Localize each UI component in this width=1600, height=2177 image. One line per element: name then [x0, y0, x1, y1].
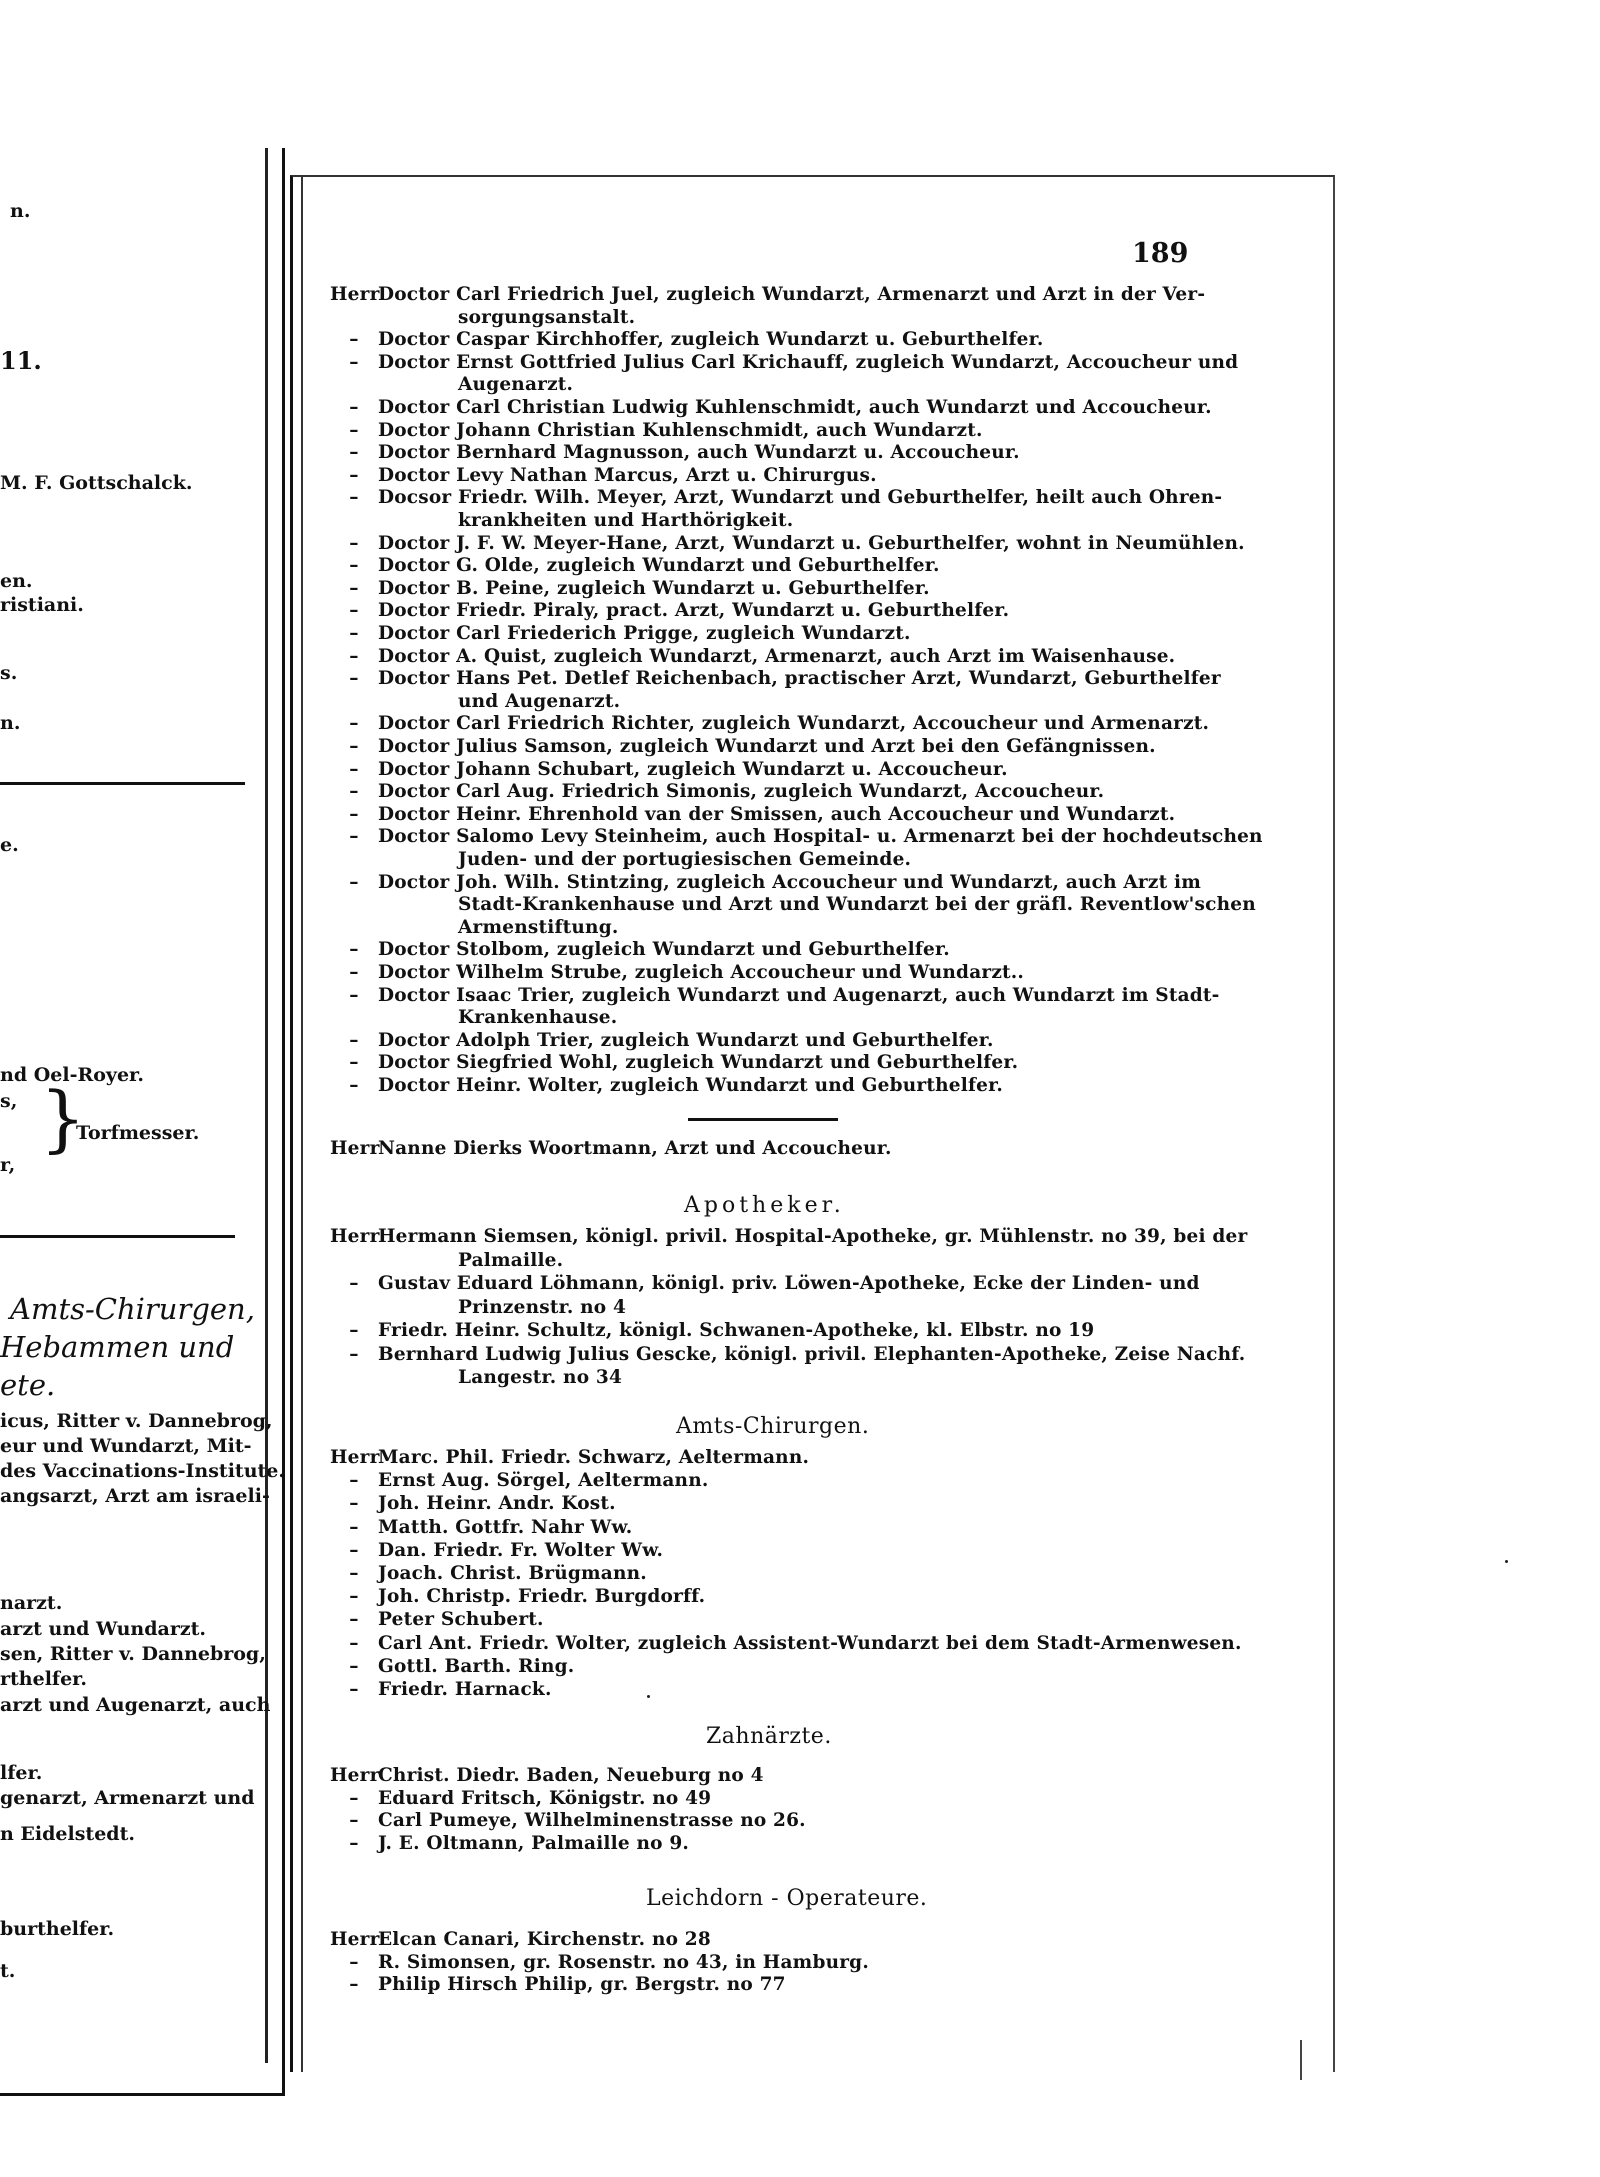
list-item — [330, 872, 1201, 893]
list-item — [330, 668, 1221, 689]
entry-text: Eduard Fritsch, Königstr. no 49 — [378, 1787, 712, 1809]
list-item — [330, 1656, 574, 1677]
list-item — [330, 1030, 994, 1051]
page-edge-rule — [301, 177, 303, 2072]
entry-continuation-line — [458, 307, 635, 328]
entry-text: und Augenarzt. — [458, 690, 621, 712]
entry-prefix: – — [349, 1951, 359, 1973]
entry-prefix: – — [349, 1787, 359, 1809]
left-text-fragment: r, — [0, 1154, 16, 1176]
left-text-fragment: narzt. — [0, 1592, 63, 1614]
entry-text: Christ. Diedr. Baden, Neueburg no 4 — [378, 1765, 764, 1786]
entry-prefix: – — [349, 1974, 359, 1995]
left-text-fragment: des Vaccinations-Institute. — [0, 1460, 285, 1482]
entry-text: Doctor Heinr. Ehrenhold van der Smissen, auch Accoucheur und Wundarzt. — [378, 803, 1176, 825]
list-item — [330, 1633, 1242, 1654]
entry-text: Gottl. Barth. Ring. — [378, 1655, 575, 1677]
list-item — [330, 420, 983, 441]
left-divider — [0, 782, 245, 785]
entry-prefix: – — [349, 419, 359, 441]
list-item — [330, 1320, 1094, 1341]
left-heading-fragment: ete. — [0, 1368, 56, 1402]
entry-text: Hermann Siemsen, königl. privil. Hospital-Apotheke, gr. Mühlenstr. no 39, bei der — [378, 1226, 1248, 1247]
list-item — [330, 962, 1024, 983]
entry-text: Doctor G. Olde, zugleich Wundarzt und Geburthelfer. — [378, 555, 940, 577]
list-item — [330, 804, 1175, 825]
entry-prefix: – — [349, 984, 359, 1006]
page-edge-rule — [265, 148, 268, 2063]
entry-text: Peter Schubert. — [378, 1609, 544, 1631]
left-text-fragment: nd Oel-Royer. — [0, 1064, 144, 1086]
list-item — [330, 397, 1212, 418]
entry-prefix: – — [349, 397, 359, 418]
entry-text: Langestr. no 34 — [458, 1367, 623, 1388]
entry-text: Joh. Heinr. Andr. Kost. — [378, 1493, 616, 1515]
entry-prefix: – — [349, 623, 359, 644]
list-item — [330, 826, 1263, 847]
entry-text: R. Simonsen, gr. Rosenstr. no 43, in Hamburg. — [378, 1951, 869, 1973]
left-text-fragment: n Eidelstedt. — [0, 1823, 135, 1845]
entry-prefix: – — [349, 1320, 359, 1341]
entry-text: Doctor Carl Christian Ludwig Kuhlenschmidt, auch Wundarzt und Accoucheur. — [378, 397, 1212, 418]
entry-prefix: – — [349, 1586, 359, 1608]
entry-text: Doctor Ernst Gottfried Julius Carl Krichauff, zugleich Wundarzt, Accoucheur und — [378, 351, 1239, 373]
entry-prefix: Herr — [330, 1765, 380, 1786]
entry-text: Elcan Canari, Kirchenstr. no 28 — [378, 1929, 711, 1950]
entry-text: Prinzenstr. no 4 — [458, 1296, 627, 1318]
entry-prefix: – — [349, 939, 359, 961]
list-item — [330, 1788, 711, 1809]
list-item — [330, 1517, 632, 1538]
left-text-fragment: Torfmesser. — [76, 1122, 200, 1144]
entry-text: Carl Ant. Friedr. Wolter, zugleich Assistent-Wundarzt bei dem Stadt-Armenwesen. — [378, 1632, 1242, 1654]
entry-prefix: – — [349, 736, 359, 757]
entry-prefix: Herr — [330, 1226, 380, 1247]
entry-prefix: – — [349, 329, 359, 351]
entry-text: Ernst Aug. Sörgel, Aeltermann. — [378, 1470, 709, 1492]
entry-prefix: – — [349, 962, 359, 983]
entry-text: Doctor Siegfried Wohl, zugleich Wundarzt und Geburthelfer. — [378, 1052, 1019, 1074]
section-heading-leichdorn: Leichdorn - Operateure. — [646, 1886, 928, 1911]
speck-mark — [1505, 1560, 1508, 1563]
entry-continuation-line — [458, 1250, 563, 1271]
entry-prefix: – — [349, 781, 359, 803]
list-item — [330, 1833, 689, 1854]
entry-prefix: – — [349, 713, 359, 735]
speck-mark — [647, 1695, 650, 1698]
entry-continuation-line — [458, 374, 573, 395]
left-text-fragment: s, — [0, 1090, 18, 1112]
entry-prefix: – — [349, 577, 359, 599]
list-item — [330, 352, 1238, 373]
entry-prefix: – — [349, 871, 359, 893]
left-text-fragment: sen, Ritter v. Dannebrog, — [0, 1643, 266, 1665]
entry-prefix: Herr — [330, 1138, 380, 1159]
entry-text: Matth. Gottfr. Nahr Ww. — [378, 1516, 633, 1538]
entry-text: Doctor A. Quist, zugleich Wundarzt, Armenarzt, auch Arzt im Waisenhause. — [378, 645, 1176, 667]
entry-prefix: – — [349, 668, 359, 690]
entry-prefix: Herr — [330, 1929, 380, 1950]
list-item — [330, 1138, 892, 1159]
entry-text: Palmaille. — [458, 1249, 564, 1271]
left-text-fragment: 11. — [0, 346, 42, 375]
entry-continuation-line — [458, 1007, 617, 1028]
entry-text: Doctor Levy Nathan Marcus, Arzt u. Chirurgus. — [378, 464, 877, 486]
entry-prefix: – — [349, 1810, 359, 1831]
entry-text: Juden- und der portugiesischen Gemeinde. — [458, 849, 912, 870]
entry-text: J. E. Oltmann, Palmaille no 9. — [378, 1832, 690, 1854]
list-item — [330, 1810, 806, 1831]
list-item — [330, 600, 1009, 621]
brace-glyph: } — [40, 1076, 86, 1160]
list-item — [330, 1344, 1245, 1365]
list-item — [330, 1052, 1018, 1073]
list-item — [330, 781, 1104, 802]
entry-prefix: – — [349, 487, 359, 509]
entry-text: Doctor Carl Friedrich Juel, zugleich Wundarzt, Armenarzt und Arzt in der Ver- — [378, 284, 1206, 305]
entry-text: Docsor Friedr. Wilh. Meyer, Arzt, Wundarzt und Geburthelfer, heilt auch Ohren- — [378, 487, 1223, 509]
entry-text: krankheiten und Harthörigkeit. — [458, 510, 794, 531]
section-heading-apotheker: Apotheker. — [684, 1193, 845, 1218]
entry-text: Friedr. Harnack. — [378, 1679, 552, 1700]
entry-text: Doctor Joh. Wilh. Stintzing, zugleich Accoucheur und Wundarzt, auch Arzt im — [378, 871, 1201, 893]
entry-prefix: – — [349, 600, 359, 622]
entry-text: Doctor Adolph Trier, zugleich Wundarzt und Geburthelfer. — [378, 1029, 994, 1051]
entry-prefix: – — [349, 758, 359, 780]
left-text-fragment: burthelfer. — [0, 1918, 115, 1940]
entry-text: Marc. Phil. Friedr. Schwarz, Aeltermann. — [378, 1447, 810, 1468]
entry-prefix: – — [349, 1655, 359, 1677]
entry-text: Carl Pumeye, Wilhelminenstrasse no 26. — [378, 1810, 806, 1831]
page-edge-rule — [1300, 2040, 1332, 2080]
entry-prefix: – — [349, 1832, 359, 1854]
list-item — [330, 329, 1044, 350]
entry-prefix: – — [349, 1343, 359, 1365]
entry-text: Gustav Eduard Löhmann, königl. priv. Löwen-Apotheke, Ecke der Linden- und — [378, 1273, 1200, 1294]
left-text-fragment: eur und Wundarzt, Mit- — [0, 1435, 252, 1457]
entry-prefix: – — [349, 464, 359, 486]
left-text-fragment: arzt und Augenarzt, auch — [0, 1694, 271, 1716]
entry-prefix: Herr — [330, 284, 380, 305]
entry-prefix: – — [349, 1632, 359, 1654]
list-item — [330, 1929, 711, 1950]
left-text-fragment: angsarzt, Arzt am israeli- — [0, 1485, 270, 1507]
entry-prefix: Herr — [330, 1447, 380, 1468]
entry-prefix: – — [349, 1470, 359, 1492]
entry-text: Doctor Carl Friedrich Richter, zugleich Wundarzt, Accoucheur und Armenarzt. — [378, 713, 1210, 735]
list-item — [330, 1447, 809, 1468]
entry-continuation-line — [458, 894, 1256, 915]
left-heading-fragment: Amts-Chirurgen, — [10, 1292, 255, 1326]
left-text-fragment: M. F. Gottschalck. — [0, 472, 193, 494]
section-heading-zahnaerzte: Zahnärzte. — [706, 1724, 832, 1749]
left-text-fragment: n. — [10, 200, 31, 222]
list-item — [330, 284, 1205, 305]
list-item — [330, 1609, 544, 1630]
list-item — [330, 578, 930, 599]
entry-prefix: – — [349, 1273, 359, 1294]
entry-text: Joh. Christp. Friedr. Burgdorff. — [378, 1586, 706, 1608]
entry-prefix: – — [349, 1075, 359, 1096]
entry-text: Doctor Stolbom, zugleich Wundarzt und Geburthelfer. — [378, 939, 950, 961]
entry-text: Joach. Christ. Brügmann. — [378, 1563, 647, 1584]
list-item — [330, 1470, 709, 1491]
left-text-fragment: lfer. — [0, 1762, 43, 1784]
page-number: 189 — [1132, 238, 1189, 269]
list-item — [330, 442, 1020, 463]
entry-prefix: – — [349, 532, 359, 554]
entry-prefix: – — [349, 442, 359, 464]
list-item — [330, 533, 1245, 554]
list-item — [330, 646, 1175, 667]
entry-prefix: – — [349, 645, 359, 667]
entry-text: Krankenhause. — [458, 1007, 618, 1029]
list-item — [330, 465, 877, 486]
entry-prefix: – — [349, 1029, 359, 1051]
left-text-fragment: n. — [0, 712, 21, 734]
list-item — [330, 555, 940, 576]
entry-continuation-line — [458, 691, 620, 712]
entry-text: Philip Hirsch Philip, gr. Bergstr. no 77 — [378, 1974, 786, 1995]
entry-text: Armenstiftung. — [458, 916, 619, 938]
entry-prefix: – — [349, 1609, 359, 1631]
entry-text: Doctor Heinr. Wolter, zugleich Wundarzt und Geburthelfer. — [378, 1075, 1003, 1096]
entry-text: Doctor Caspar Kirchhoffer, zugleich Wundarzt u. Geburthelfer. — [378, 329, 1044, 351]
list-item — [330, 1075, 1003, 1096]
entry-prefix: – — [349, 1052, 359, 1074]
entry-text: Doctor Johann Christian Kuhlenschmidt, auch Wundarzt. — [378, 419, 983, 441]
list-item — [330, 1226, 1247, 1247]
list-item — [330, 713, 1209, 734]
entry-text: Doctor Carl Friederich Prigge, zugleich Wundarzt. — [378, 623, 911, 644]
left-text-fragment: en. — [0, 570, 33, 592]
entry-text: Friedr. Heinr. Schultz, königl. Schwanen-Apotheke, kl. Elbstr. no 19 — [378, 1320, 1095, 1341]
entry-text: Doctor Carl Aug. Friedrich Simonis, zugleich Wundarzt, Accoucheur. — [378, 781, 1105, 803]
list-item — [330, 1586, 705, 1607]
left-text-fragment: e. — [0, 834, 19, 856]
entry-prefix: – — [349, 1563, 359, 1584]
entry-continuation-line — [458, 917, 618, 938]
left-text-fragment: t. — [0, 1960, 16, 1982]
entry-text: Dan. Friedr. Fr. Wolter Ww. — [378, 1539, 664, 1561]
list-item — [330, 1273, 1200, 1294]
list-item — [330, 623, 911, 644]
list-item — [330, 985, 1220, 1006]
entry-text: Doctor J. F. W. Meyer-Hane, Arzt, Wundarzt u. Geburthelfer, wohnt in Neumühlen. — [378, 532, 1245, 554]
entry-text: Doctor Julius Samson, zugleich Wundarzt und Arzt bei den Gefängnissen. — [378, 736, 1156, 757]
left-text-fragment: rthelfer. — [0, 1668, 88, 1690]
list-item — [330, 1540, 663, 1561]
entry-text: Nanne Dierks Woortmann, Arzt und Accoucheur. — [378, 1138, 892, 1159]
entry-prefix: – — [349, 826, 359, 848]
entry-text: Doctor Wilhelm Strube, zugleich Accoucheur und Wundarzt.. — [378, 962, 1025, 983]
list-item — [330, 1952, 869, 1973]
entry-prefix: – — [349, 1539, 359, 1561]
entry-text: Doctor Hans Pet. Detlef Reichenbach, practischer Arzt, Wundarzt, Geburthelfer — [378, 668, 1221, 690]
list-item — [330, 939, 950, 960]
entry-text: Doctor Friedr. Piraly, pract. Arzt, Wundarzt u. Geburthelfer. — [378, 600, 1010, 622]
list-item — [330, 487, 1222, 508]
entry-prefix: – — [349, 555, 359, 577]
entry-text: Stadt-Krankenhause und Arzt und Wundarzt bei der gräfl. Reventlow'schen — [458, 894, 1256, 916]
entry-continuation-line — [458, 849, 911, 870]
entry-continuation-line — [458, 510, 793, 531]
list-item — [330, 1493, 616, 1514]
list-item — [330, 759, 1008, 780]
list-item — [330, 1974, 786, 1995]
left-heading-fragment: Hebammen und — [0, 1330, 235, 1364]
entry-text: Doctor B. Peine, zugleich Wundarzt u. Geburthelfer. — [378, 577, 930, 599]
entry-text: Doctor Salomo Levy Steinheim, auch Hospital- u. Armenarzt bei der hochdeutschen — [378, 826, 1263, 848]
entry-prefix: – — [349, 803, 359, 825]
section-divider — [688, 1118, 838, 1121]
entry-prefix: – — [349, 1679, 359, 1700]
left-text-fragment: arzt und Wundarzt. — [0, 1618, 207, 1640]
entry-text: Doctor Johann Schubart, zugleich Wundarzt u. Accoucheur. — [378, 758, 1008, 780]
list-item — [330, 736, 1156, 757]
section-heading-amts-chirurgen: Amts-Chirurgen. — [676, 1414, 870, 1439]
entry-text: Doctor Isaac Trier, zugleich Wundarzt und Augenarzt, auch Wundarzt im Stadt- — [378, 984, 1220, 1006]
entry-prefix: – — [349, 1493, 359, 1515]
entry-text: Bernhard Ludwig Julius Gescke, königl. privil. Elephanten-Apotheke, Zeise Nachf. — [378, 1343, 1246, 1365]
entry-text: Doctor Bernhard Magnusson, auch Wundarzt u. Accoucheur. — [378, 442, 1020, 464]
left-divider — [0, 1235, 235, 1238]
entry-text: Augenarzt. — [458, 374, 574, 396]
list-item — [330, 1563, 647, 1584]
entry-prefix: – — [349, 1516, 359, 1538]
left-text-fragment: s. — [0, 662, 18, 684]
left-text-fragment: icus, Ritter v. Dannebrog, — [0, 1410, 273, 1432]
left-text-fragment: genarzt, Armenarzt und — [0, 1787, 255, 1809]
entry-continuation-line — [458, 1367, 622, 1388]
entry-prefix: – — [349, 351, 359, 373]
list-item — [330, 1679, 552, 1700]
list-item — [330, 1765, 764, 1786]
left-text-fragment: ristiani. — [0, 594, 84, 616]
entry-continuation-line — [458, 1297, 626, 1318]
entry-text: sorgungsanstalt. — [458, 306, 636, 328]
